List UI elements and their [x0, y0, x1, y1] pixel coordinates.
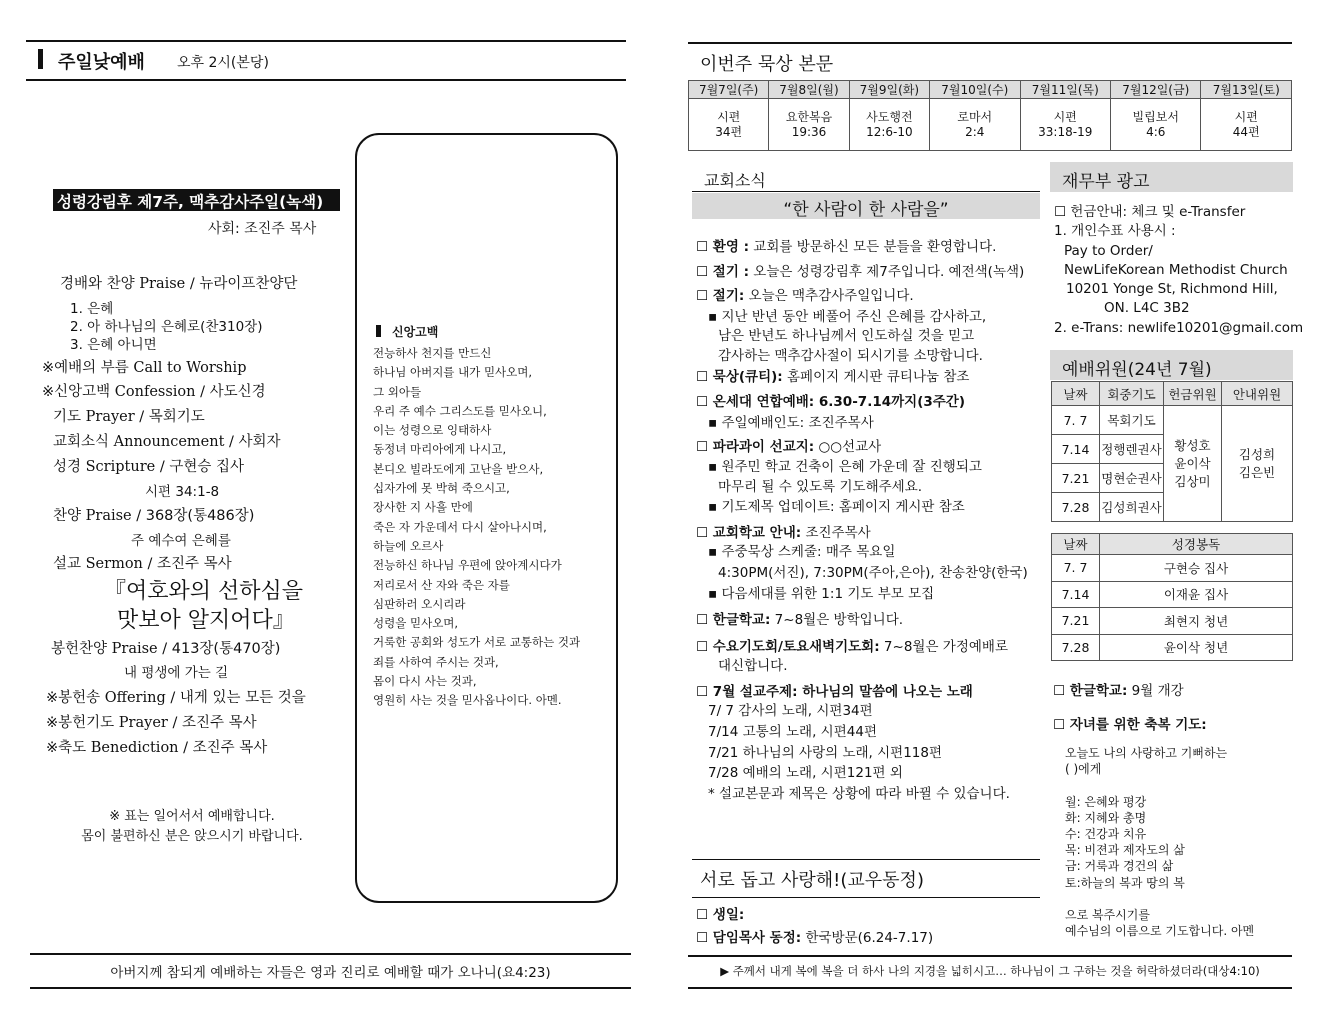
col-header: 날짜 [1052, 382, 1100, 406]
table-cell: 7.28 [1052, 634, 1100, 661]
standing-note: ※ 표는 일어서서 예배합니다. [109, 809, 275, 824]
table-cell: 7.21 [1052, 608, 1100, 635]
finance-line: ON. L4C 3B2 [1104, 300, 1190, 317]
order-item-scripture: 성경 Scripture / 구현승 집사 [53, 459, 244, 475]
meditation-table [688, 80, 1292, 151]
text-cell: 요한복음 19:36 [769, 99, 849, 151]
fellowship-rule-top [692, 859, 1040, 860]
table-cell: 최현지 청년 [1100, 608, 1293, 635]
news-line: 감사하는 맥추감사절이 되시기를 소망합니다. [718, 347, 983, 364]
table-cell: 구현승 집사 [1100, 555, 1293, 582]
right-top-rule [688, 42, 1292, 44]
table-cell: 7. 7 [1052, 555, 1100, 582]
birthday-line: ☐ 생일: [696, 907, 745, 923]
sermon-title-2: 맛보아 알지어다』 [117, 608, 295, 633]
table-cell: 7.14 [1052, 435, 1100, 464]
order-item-prayer: 기도 Prayer / 목회기도 [53, 409, 205, 425]
news-line: ☐ 수요기도회/토요새벽기도회: 7~8월은 가정예배로 [696, 638, 1008, 655]
right-footer-verse: ▶ 주께서 내게 복에 복을 더 하사 나의 지경을 넓히시고… 하나님이 그 구하는 것을 허락하셨더라(대상4:10) [720, 964, 1260, 978]
news-line: * 설교본문과 제목은 상황에 따라 바뀔 수 있습니다. [708, 785, 1010, 802]
news-line: ☐ 환영 : 교회를 방문하신 모든 분들을 환영합니다. [696, 239, 997, 255]
news-line: ☐ 절기 : 오늘은 성령강림후 제7주입니다. 예전색(녹색) [696, 263, 1025, 280]
meditation-title: 이번주 묵상 본문 [700, 54, 834, 75]
col-header: 성경봉독 [1100, 534, 1293, 555]
news-line: ▪ 지난 반년 동안 베풀어 주신 은혜를 감사하고, [708, 308, 987, 325]
servants-table [1051, 381, 1293, 522]
table-cell: 정행렌권사 [1100, 435, 1164, 464]
header-marker [38, 49, 43, 69]
day-cell: 7월7일(주) [689, 81, 769, 99]
news-line: ☐ 한글학교: 7~8월은 방학입니다. [696, 612, 904, 629]
news-line: 7/ 7 감사의 노래, 시편34편 [708, 703, 873, 720]
korean-school-line: ☐ 한글학교: 9월 개강 [1053, 683, 1184, 699]
service-time: 오후 2시(본당) [177, 55, 269, 71]
col-header: 날짜 [1052, 534, 1100, 555]
news-line: ☐ 묵상(큐티): 홈페이지 게시판 큐티나눔 참조 [696, 368, 970, 385]
order-item-confession: ※신앙고백 Confession / 사도신경 [42, 384, 266, 400]
sitting-note: 몸이 불편하신 분은 앉으시기 바랍니다. [81, 829, 303, 844]
creed-text: 전능하사 천지를 만드신 하나님 아버지를 내가 믿사오며, 그 외아들 우리 주 예수 그리스도를 믿사오니, 이는 성령으로 잉태하사 동정녀 마리아에게 나시고, 본디오 빌라도에게 고난을 받으사, 십자가에 못 박혀 죽으시고, 장사한 지 사흘 만에 죽은 자 가운데서 다시 살아나시며, 하늘에 오르사 전능하신 하나님 우편에 앉아계시다가 저리로서 산 자와 죽은 자를 심판하러 오시리라 성령을 믿사오며, 거룩한 공회와 성도가 서로 교통하는 것과 죄를 사하여 주시는 것과, 몸이 다시 사는 것과, 영원히 사는 것을 믿사옵나이다. 아멘. [373, 346, 581, 708]
order-item-announcement: 교회소식 Announcement / 사회자 [53, 434, 281, 450]
col-header: 안내위원 [1222, 382, 1293, 406]
creed-title: 신앙고백 [392, 325, 439, 339]
text-cell: 시편 34편 [689, 99, 769, 151]
finance-line: ☐ 헌금안내: 체크 및 e-Transfer [1054, 204, 1246, 220]
news-line: 마무리 될 수 있도록 기도해주세요. [718, 478, 923, 495]
order-item-benediction: ※축도 Benediction / 조진주 목사 [46, 740, 268, 756]
order-item-sermon: 설교 Sermon / 조진주 목사 [53, 556, 232, 572]
service-title: 성령강림후 제7주, 맥추감사주일(녹색) [53, 189, 340, 211]
table-cell: 7.14 [1052, 581, 1100, 608]
host: 사회: 조진주 목사 [208, 221, 317, 237]
news-title: 교회소식 [704, 171, 766, 190]
table-cell: 이재윤 집사 [1100, 581, 1293, 608]
hymn-title: 주 예수여 은혜를 [131, 533, 231, 549]
day-cell: 7월10일(수) [930, 81, 1020, 99]
usher-cell: 김성희 김은빈 [1222, 406, 1293, 522]
news-line: 7/21 하나님의 사랑의 노래, 시편118편 [708, 744, 943, 761]
pastor-status-line: ☐ 담임목사 동정: 한국방문(6.24-7.17) [696, 930, 934, 946]
offering-cell: 황성호 윤이삭 김상미 [1164, 406, 1222, 522]
col-header: 회중기도 [1100, 382, 1164, 406]
news-line: 7/28 예배의 노래, 시편121편 외 [708, 765, 903, 782]
finance-line: 2. e-Trans: newlife10201@gmail.com [1054, 319, 1304, 336]
day-cell: 7월9일(화) [849, 81, 929, 99]
creed-marker [376, 325, 381, 337]
news-line: ▪ 원주민 학교 건축이 은혜 가운데 잘 진행되고 [708, 458, 982, 475]
fellowship-title: 서로 돕고 사랑해!(교우동정) [700, 870, 924, 891]
header-rule [26, 79, 626, 81]
day-cell: 7월12일(금) [1111, 81, 1201, 99]
order-item-offering-prayer: ※봉헌기도 Prayer / 조진주 목사 [46, 715, 257, 731]
sermon-title-1: 『여호와의 선하심을 [104, 579, 304, 604]
footer-verse: 아버지께 참되게 예배하는 자들은 영과 진리로 예배할 때가 오나니(요4:23) [110, 965, 551, 981]
offering-praise-title: 내 평생에 가는 길 [124, 665, 229, 681]
news-line: ▪ 다음세대를 위한 1:1 기도 부모 모집 [708, 585, 935, 602]
finance-line: 1. 개인수표 사용시 : [1054, 223, 1176, 240]
song-1: 1. 은혜 [70, 301, 114, 317]
news-line: ▪ 주중묵상 스케줄: 매주 목요일 [708, 544, 896, 561]
order-item-offering: ※봉헌송 Offering / 내게 있는 모든 것을 [46, 690, 306, 706]
prayer-title: ☐ 자녀를 위한 축복 기도: [1053, 717, 1207, 733]
news-line: ☐ 파라과이 선교지: ○○선교사 [696, 439, 882, 456]
footer-rule-top [30, 953, 631, 955]
order-item-offering-praise: 봉헌찬양 Praise / 413장(통470장) [51, 641, 281, 657]
news-line: 4:30PM(서진), 7:30PM(주아,은아), 찬송찬양(한국) [718, 564, 1028, 581]
fellowship-rule-bottom [692, 897, 1040, 898]
table-cell: 김성희권사 [1100, 493, 1164, 522]
song-2: 2. 아 하나님의 은혜로(찬310장) [70, 319, 263, 335]
order-item-hymn: 찬양 Praise / 368장(통486장) [53, 508, 255, 524]
footer-rule-bottom [30, 987, 631, 989]
order-item-call: ※예배의 부름 Call to Worship [42, 360, 247, 376]
reading-table [1051, 533, 1293, 661]
news-line: ☐ 온세대 연합예배: 6.30-7.14까지(3주간) [696, 394, 966, 411]
news-rule [692, 191, 1040, 192]
finance-line: Pay to Order/ [1064, 242, 1153, 259]
news-banner: “한 사람이 한 사람을” [692, 193, 1040, 219]
news-line: 7/14 고통의 노래, 시편44편 [708, 724, 877, 741]
right-footer-rule-top [688, 955, 1292, 957]
col-header: 헌금위원 [1164, 382, 1222, 406]
table-cell: 목회기도 [1100, 406, 1164, 435]
table-cell: 7.28 [1052, 493, 1100, 522]
finance-info [1054, 203, 1303, 338]
news-list [696, 238, 1041, 804]
song-3: 3. 은혜 아니면 [70, 337, 157, 353]
news-line: ☐ 교회학교 안내: 조진주목사 [696, 524, 871, 541]
table-cell: 윤이삭 청년 [1100, 634, 1293, 661]
news-line: 남은 반년도 하나님께서 인도하실 것을 믿고 [718, 328, 975, 345]
table-cell: 7. 7 [1052, 406, 1100, 435]
news-line: ☐ 절기: 오늘은 맥추감사주일입니다. [696, 288, 914, 305]
servants-title: 예배위원(24년 7월) [1050, 350, 1293, 380]
day-cell: 7월13일(토) [1201, 81, 1292, 99]
news-line: 대신합니다. [718, 658, 788, 675]
order-item-praise: 경배와 찬양 Praise / 뉴라이프찬양단 [60, 276, 298, 292]
top-rule [26, 40, 626, 42]
finance-line: NewLifeKorean Methodist Church [1064, 261, 1288, 278]
table-cell: 명현순권사 [1100, 464, 1164, 493]
prayer-text: 오늘도 나의 사랑하고 기뻐하는 ( )에게 월: 은혜와 평강 화: 지혜와 총명 수: 건강과 치유 목: 비젼과 제자도의 삶 금: 거룩과 경건의 삶 토:하늘의 복과 땅의 복 으로 복주시기를 예수님의 이름으로 기도합니다. 아멘 [1065, 746, 1255, 939]
finance-title: 재무부 광고 [1050, 162, 1293, 192]
text-cell: 시편 33:18-19 [1020, 99, 1110, 151]
news-line: ▪ 주일예배인도: 조진주목사 [708, 414, 874, 431]
right-footer-rule-bottom [688, 987, 1292, 989]
text-cell: 사도행전 12:6-10 [849, 99, 929, 151]
news-line: ▪ 기도제목 업데이트: 홈페이지 게시판 참조 [708, 499, 965, 516]
finance-line: 10201 Yonge St, Richmond Hill, [1066, 281, 1278, 298]
scripture-ref: 시편 34:1-8 [145, 484, 220, 500]
table-cell: 7.21 [1052, 464, 1100, 493]
news-line: ☐ 7월 설교주제: 하나님의 말씀에 나오는 노래 [696, 683, 973, 700]
text-cell: 시편 44편 [1201, 99, 1292, 151]
text-cell: 로마서 2:4 [930, 99, 1020, 151]
page-title: 주일낮예배 [58, 52, 145, 73]
day-cell: 7월11일(목) [1020, 81, 1110, 99]
day-cell: 7월8일(월) [769, 81, 849, 99]
text-cell: 빌립보서 4:6 [1111, 99, 1201, 151]
